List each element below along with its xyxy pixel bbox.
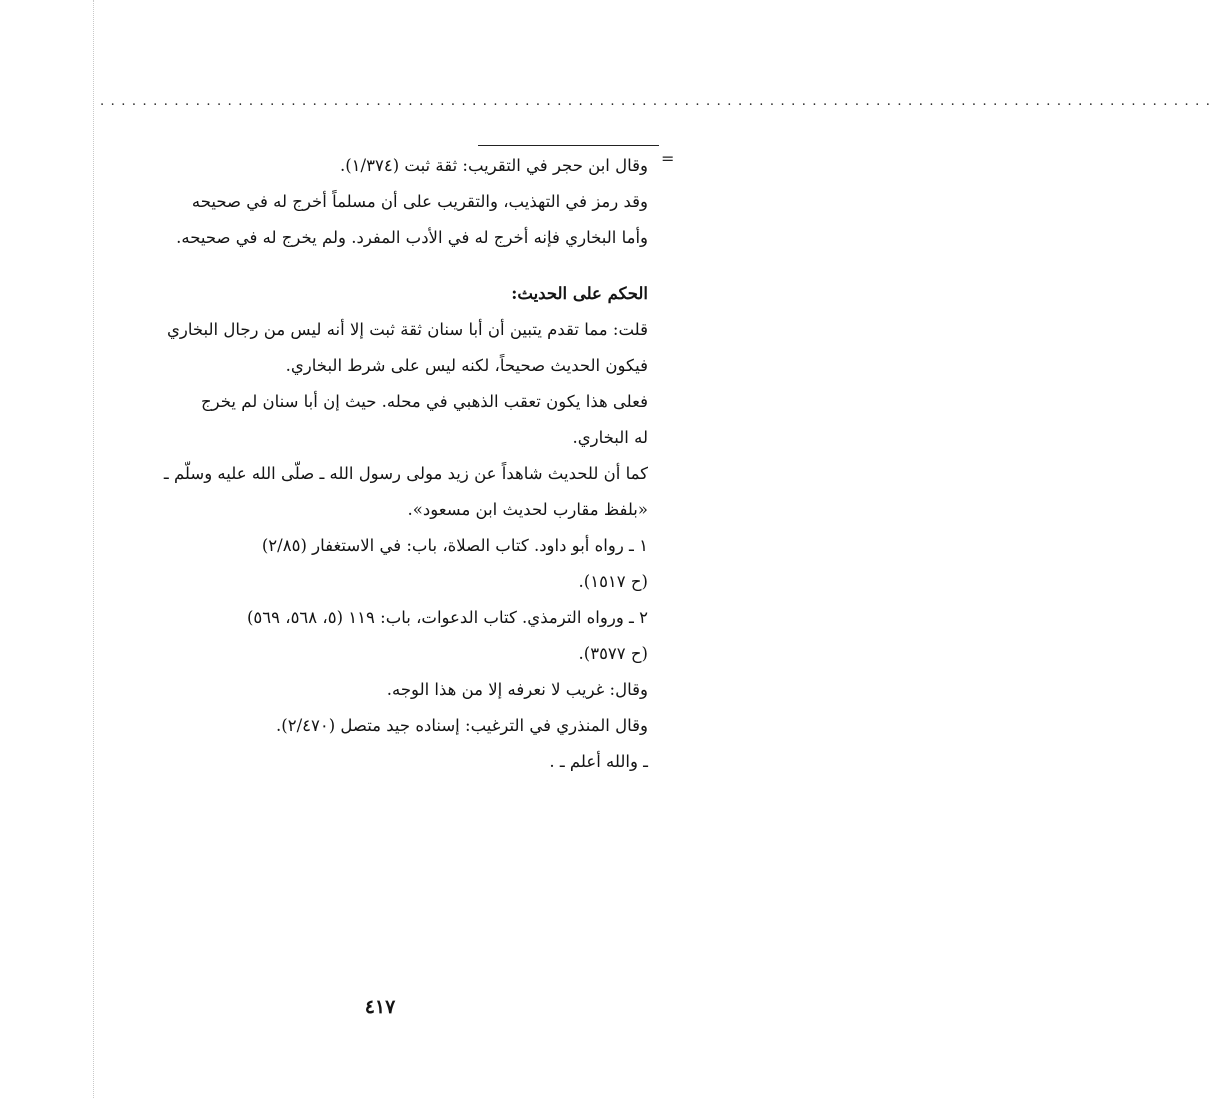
text-line: قلت: مما تقدم يتبين أن أبا سنان ثقة ثبت إلا أنه ليس من رجال البخاري [166,320,648,339]
page-number: ٤١٧ [364,996,396,1018]
text-line: ١ ـ رواه أبو داود. كتاب الصلاة، باب: في الاستغفار (٢/٨٥) [261,536,648,555]
left-margin-line [93,0,94,1098]
paragraph-gap [112,256,648,276]
main-text [112,148,648,780]
dotted-separator: ......................................................................................................... [100,94,1216,109]
text-line: وأما البخاري فإنه أخرج له في الأدب المفرد. ولم يخرج له في صحيحه. [176,228,648,247]
text-line: وقال المنذري في الترغيب: إسناده جيد متصل (٢/٤٧٠). [276,716,648,735]
text-line: ٢ ـ ورواه الترمذي. كتاب الدعوات، باب: ١١٩ (٥، ٥٦٨، ٥٦٩) [246,608,648,627]
text-line: «بلفظ مقارب لحديث ابن مسعود». [407,500,648,519]
text-line: فعلى هذا يكون تعقب الذهبي في محله. حيث إن أبا سنان لم يخرج [200,392,648,411]
continuation-mark: = [661,149,675,168]
text-line: له البخاري. [572,428,648,447]
text-line: وقال ابن حجر في التقريب: ثقة ثبت (١/٣٧٤). [339,156,648,175]
text-line: وقال: غريب لا نعرفه إلا من هذا الوجه. [386,680,648,699]
text-line: وقد رمز في التهذيب، والتقريب على أن مسلماً أخرج له في صحيحه [191,192,648,211]
text-line: ـ والله أعلم ـ . [549,752,648,771]
section-heading: الحكم على الحديث: [511,284,648,303]
footnote-rule [478,145,659,146]
text-line: كما أن للحديث شاهداً عن زيد مولى رسول الله ـ صلّى الله عليه وسلّم ـ [163,464,648,483]
text-line: (ح ٣٥٧٧). [578,644,648,663]
text-line: (ح ١٥١٧). [578,572,648,591]
text-line: فيكون الحديث صحيحاً، لكنه ليس على شرط البخاري. [285,356,648,375]
